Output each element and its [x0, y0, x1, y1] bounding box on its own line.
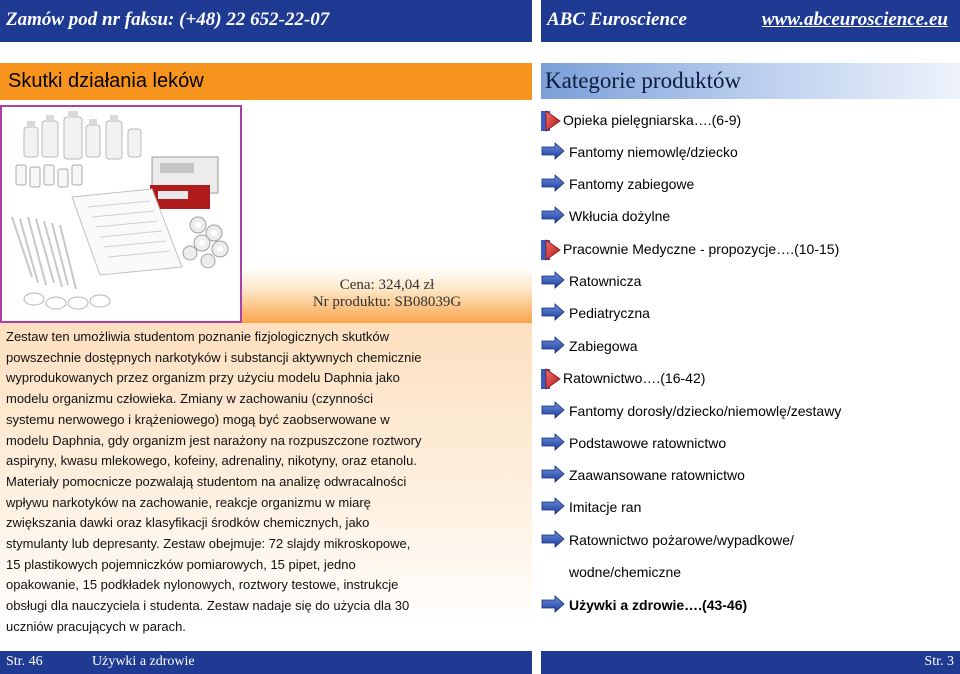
category-item[interactable]	[541, 268, 960, 294]
category-item[interactable]	[541, 203, 960, 229]
category-label: Imitacje ran	[569, 499, 642, 515]
category-item[interactable]	[541, 559, 960, 585]
category-label: Wkłucia dożylne	[569, 208, 671, 224]
blue-arrow-icon	[541, 433, 565, 456]
category-label: Pracownie Medyczne - propozycje….(10-15)	[563, 241, 840, 257]
category-item[interactable]	[541, 462, 960, 488]
category-label: Ratownictwo….(16-42)	[563, 370, 706, 386]
category-label: Podstawowe ratownictwo	[569, 435, 727, 451]
category-item[interactable]	[541, 430, 960, 456]
category-label: Pediatryczna	[569, 305, 650, 321]
footer-right	[541, 651, 960, 674]
price-box	[242, 267, 532, 323]
category-label: Fantomy zabiegowe	[569, 176, 695, 192]
page-title: Skutki działania leków	[8, 70, 204, 92]
category-item[interactable]	[541, 171, 960, 197]
category-label: Fantomy dorosły/dziecko/niemowlę/zestawy	[569, 403, 842, 419]
category-label: Ratownicza	[569, 273, 642, 289]
website-link[interactable]: www.abceuroscience.eu	[761, 9, 948, 30]
category-label: Zabiegowa	[569, 338, 638, 354]
blue-arrow-icon	[541, 465, 565, 488]
page-number-right: Str. 3	[924, 654, 954, 669]
description-box	[0, 323, 532, 634]
category-item[interactable]	[541, 398, 960, 424]
blue-arrow-icon	[541, 497, 565, 520]
blue-arrow-icon	[541, 530, 565, 553]
red-section-arrow-icon	[541, 368, 561, 395]
product-photo	[0, 105, 242, 323]
category-item[interactable]	[541, 139, 960, 165]
category-item[interactable]	[541, 236, 960, 262]
section-name: Używki a zdrowie	[92, 654, 195, 669]
category-item[interactable]	[541, 592, 960, 618]
blue-arrow-icon	[541, 206, 565, 229]
category-item[interactable]	[541, 333, 960, 359]
page-title-bar	[0, 63, 532, 100]
categories-title: Kategorie produktów	[545, 68, 742, 93]
product-number: Nr produktu: SB08039G	[312, 294, 462, 310]
category-item[interactable]	[541, 494, 960, 520]
blue-arrow-icon	[541, 174, 565, 197]
category-label: Fantomy niemowlę/dziecko	[569, 144, 738, 160]
category-label: Zaawansowane ratownictwo	[569, 467, 745, 483]
header-bar-right	[541, 0, 960, 42]
category-item[interactable]	[541, 107, 960, 133]
category-item[interactable]	[541, 300, 960, 326]
header-bar-left	[0, 0, 532, 42]
blue-arrow-icon	[541, 303, 565, 326]
blue-arrow-icon	[541, 271, 565, 294]
red-section-arrow-icon	[541, 239, 561, 266]
lab-kit-illustration	[2, 107, 240, 321]
category-label: Ratownictwo pożarowe/wypadkowe/	[569, 532, 794, 548]
blue-arrow-icon	[541, 595, 565, 618]
product-description: Zestaw ten umożliwia studentom poznanie fizjologicznych skutków powszechnie dostępnych narkotyków i substancji aktywnych chemicznie wyprodukowanych przez organizm przy użyciu modelu Daphnia jako modelu organizmu człowieka. Zmiany w zachowaniu (czynności systemu nerwowego i krążeniowego) mogą być zaobserwowane w modelu Daphnia, gdy organizm jest narażony na rozpuszczone roztwory aspiryny, kwasu mlekowego, kofeiny, adrenaliny, nikotyny, oraz etanolu. Materiały pomocnicze pozwalają studentom na analizę odwracalności wpływu narkotyków na zachowanie, reakcje organizmu w miarę zwiększania dawki oraz klasyfikacji środków chemicznych, jako stymulanty lub depresanty. Zestaw obejmuje: 72 slajdy mikroskopowe, 15 plastikowych pojemniczków pomiarowych, 15 pipet, jedno opakowanie, 15 podkładek nylonowych, roztwory testowe, instrukcje obsługi dla nauczyciela i studenta. Zestaw nadaje się do użycia dla 30 uczniów pracujących w parach.	[6, 329, 422, 634]
blue-arrow-icon	[541, 401, 565, 424]
fax-order-text: Zamów pod nr faksu: (+48) 22 652-22-07	[6, 9, 330, 30]
categories-title-bar	[541, 63, 960, 99]
category-item[interactable]	[541, 365, 960, 391]
footer-left	[0, 651, 532, 674]
product-price: Cena: 324,04 zł	[339, 277, 435, 293]
brand-name: ABC Euroscience	[547, 9, 687, 30]
page-number-left: Str. 46	[6, 654, 43, 669]
blue-arrow-icon	[541, 142, 565, 165]
category-label: Używki a zdrowie….(43-46)	[569, 597, 748, 613]
category-label: Opieka pielęgniarska….(6-9)	[563, 112, 742, 128]
blue-arrow-icon	[541, 336, 565, 359]
red-section-arrow-icon	[541, 110, 561, 137]
category-item[interactable]	[541, 527, 960, 553]
category-label: wodne/chemiczne	[569, 564, 682, 580]
